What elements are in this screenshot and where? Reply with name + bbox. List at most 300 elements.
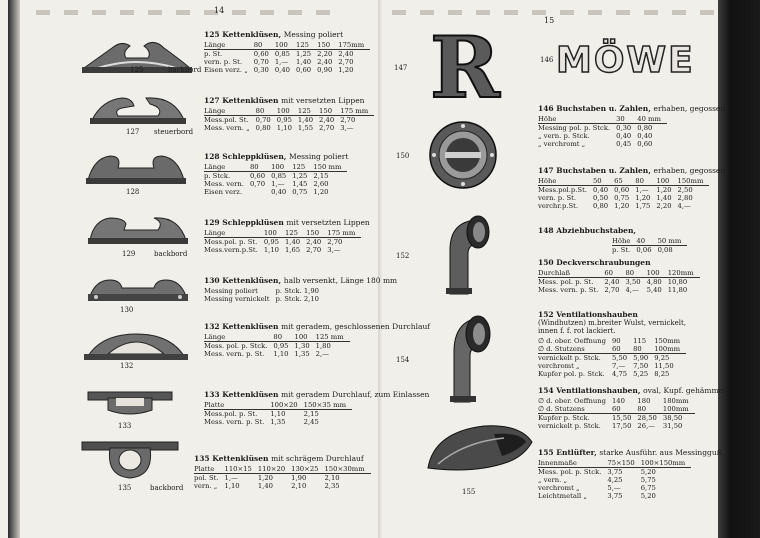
entry-title (204, 276, 397, 285)
entry-128 (204, 152, 348, 196)
table-cell: 100 (271, 163, 292, 172)
item-number: 129 (204, 218, 220, 227)
table-cell: 0,80 (592, 202, 609, 210)
entry-subtitle: oval, Kupf. gehämmert. (643, 386, 733, 395)
table-cell: 5,— (607, 484, 621, 492)
item-125-number: 125 (130, 66, 144, 74)
entry-subtitle: mit versetzten Lippen (286, 218, 370, 227)
table-cell: 2,— (315, 350, 329, 358)
table-cell: Mess. vern. p. St. (538, 286, 599, 294)
table-cell: 1,20 (614, 202, 630, 210)
entry-title (538, 104, 728, 113)
table-cell: 2,40 (306, 238, 322, 246)
ruler-mark (476, 10, 490, 15)
table-cell: verchromt „ (538, 484, 580, 492)
table-cell: 0,75 (292, 188, 308, 196)
table-cell: 4,80 (646, 278, 662, 286)
binding-shadow (8, 0, 20, 538)
item-129-side: backbord (154, 250, 188, 258)
table-cell: 5,20 (640, 492, 656, 500)
table-row (204, 418, 352, 426)
table-cell: 0,75 (614, 194, 630, 202)
table-row (538, 177, 709, 186)
table-row (538, 476, 691, 484)
num-146: 146 (540, 56, 554, 64)
entry-title (204, 322, 430, 331)
entry-title-text: Buchstaben u. Zahlen, (556, 166, 651, 175)
ventilator-152-illustration (436, 208, 492, 296)
ruler-mark (700, 10, 714, 15)
table-cell: 5,90 (633, 354, 649, 362)
table-cell: 125 (292, 163, 313, 172)
table-row (538, 370, 686, 378)
price-table (194, 465, 371, 490)
table-cell: Platte (204, 401, 270, 410)
table-cell: 125 (298, 107, 319, 116)
ventilator-155-illustration (424, 412, 536, 478)
table-cell: 180 (637, 397, 651, 405)
table-cell: 0,40 (592, 186, 609, 194)
table-cell: 2,15 (303, 410, 319, 418)
table-cell: 0,50 (592, 194, 609, 202)
table-cell: 2,40 (604, 278, 620, 286)
table-cell: 0,40 (637, 132, 653, 140)
item-133-number: 133 (118, 422, 132, 430)
table-cell: 50 mm (658, 237, 688, 246)
table-cell: 125 (285, 229, 306, 238)
table-cell: Länge (204, 229, 264, 238)
entry-title-text: Deckverschraubungen (556, 258, 651, 267)
entry-title (538, 386, 732, 395)
table-cell: Höhe (538, 177, 593, 186)
table-cell: 150×30mm (324, 465, 370, 474)
table-cell: 1,40 (297, 116, 314, 124)
table-cell: 0,06 (636, 246, 652, 254)
ruler-mark (672, 10, 686, 15)
price-table (204, 287, 325, 303)
page-number-left: 14 (214, 6, 225, 15)
table-cell: 0,70 (249, 180, 266, 188)
item-number: 127 (204, 96, 220, 105)
table-cell: Mess. vern. (204, 180, 244, 188)
table-cell: Länge (204, 333, 273, 342)
entry-129 (204, 218, 370, 254)
price-table (204, 333, 350, 358)
entry-130 (204, 276, 397, 303)
entry-title-text: Abziehbuchstaben, (556, 226, 637, 235)
item-number: 135 (194, 454, 210, 463)
table-cell: 100 (275, 41, 296, 50)
table-cell: verchr.p.St. (538, 202, 579, 210)
table-cell: 100×150mm (641, 459, 692, 468)
table-row (204, 163, 347, 172)
price-table (538, 459, 691, 500)
table-cell: 80 (273, 333, 294, 342)
entry-title (204, 218, 370, 227)
table-cell: 100mm (663, 405, 695, 414)
entry-title (204, 152, 348, 161)
table-cell: 60 (612, 405, 637, 414)
num-155: 155 (462, 488, 476, 496)
table-row (204, 58, 370, 66)
table-cell: Länge (204, 41, 254, 50)
table-row (538, 286, 700, 294)
table-cell: 2,40 (338, 50, 354, 58)
table-cell: 0,30 (253, 66, 269, 74)
fairlead-132-illustration (82, 330, 190, 362)
table-cell: 90 (611, 337, 621, 345)
table-cell: vernickelt p. Stck. (538, 354, 601, 362)
table-cell: Messing vernickelt (204, 295, 270, 303)
ruler-mark (392, 10, 406, 15)
table-cell: 0,30 (616, 124, 632, 132)
entry-title (204, 30, 370, 39)
item-number: 130 (204, 276, 220, 285)
table-row (538, 194, 709, 202)
table-row (204, 333, 350, 342)
table-cell: 2,70 (340, 116, 356, 124)
entry-125 (204, 30, 370, 74)
item-number: 146 (538, 104, 554, 113)
table-row (204, 350, 350, 358)
item-number: 155 (538, 448, 554, 457)
table-cell: 0,85 (271, 172, 287, 180)
table-row (538, 337, 686, 345)
ruler-mark (588, 10, 602, 15)
table-cell: Messing poliert (204, 287, 258, 295)
table-cell: Messing pol. p. Stck. (538, 124, 611, 132)
ruler-mark (644, 10, 658, 15)
item-number: 132 (204, 322, 220, 331)
ruler-mark (36, 10, 50, 15)
table-cell: 1,25 (296, 50, 312, 58)
price-table (538, 397, 695, 430)
table-cell: 17,50 (611, 422, 632, 430)
table-cell: p. Stck. 2,10 (275, 295, 319, 303)
table-row (204, 50, 370, 59)
table-cell: Platte (194, 465, 225, 474)
entry-subtitle: halb versenkt, Länge 180 mm (283, 276, 398, 285)
table-cell: Mess. vern. p. St. (204, 350, 265, 358)
entry-subtitle: Messing poliert (289, 152, 349, 161)
entry-147 (538, 166, 728, 210)
table-cell: 2,40 (319, 116, 335, 124)
ruler-mark (316, 10, 330, 15)
entry-title-text: Kettenklüsen, (222, 30, 282, 39)
table-cell: Mess.pol. p. St. (204, 410, 258, 418)
table-cell: 7,50 (633, 362, 649, 370)
item-127-number: 127 (126, 128, 140, 136)
table-cell: Mess. pol. p. Stck. (538, 468, 602, 476)
table-cell: Länge (204, 163, 250, 172)
table-cell: 0,70 (255, 116, 271, 124)
price-table (204, 229, 361, 254)
table-cell: verchromt „ (538, 362, 580, 370)
table-cell: 2,40 (317, 58, 333, 66)
table-row (538, 414, 695, 423)
table-cell: 3,75 (607, 468, 623, 476)
table-cell: Eisen verz. (204, 188, 243, 196)
table-cell: Mess.pol. St. (204, 116, 249, 124)
table-cell: 2,45 (303, 418, 319, 426)
table-cell: 120mm (668, 269, 700, 278)
item-128-number: 128 (126, 188, 140, 196)
table-cell: 0,60 (253, 50, 269, 58)
table-cell: ∅ d. Stutzens (538, 345, 612, 354)
table-cell: 1,20 (338, 66, 354, 74)
table-cell: 0,60 (249, 172, 266, 180)
table-cell: vern. „ (194, 482, 218, 490)
table-row (204, 188, 347, 196)
table-cell: 2,20 (317, 50, 333, 58)
table-row (538, 492, 691, 500)
table-cell: 1,— (635, 186, 649, 194)
table-cell: Eisen verz. „ (204, 66, 248, 74)
table-cell: 1,30 (294, 342, 310, 350)
table-cell: 0,90 (317, 66, 333, 74)
entry-subtitle: erhaben, gegossen. (653, 104, 728, 113)
item-number: 125 (204, 30, 220, 39)
table-cell: 0,45 (616, 140, 632, 148)
table-cell: 60 (604, 269, 625, 278)
entry-subtitle: starke Ausführ. aus Messingguß. (599, 448, 725, 457)
table-cell: 7,— (611, 362, 626, 370)
table-cell: 0,60 (637, 140, 653, 148)
table-cell: 1,20 (257, 474, 273, 482)
table-cell: 3,— (340, 124, 354, 132)
table-row (538, 269, 700, 278)
table-row (538, 115, 667, 124)
table-cell: 0,95 (263, 238, 279, 246)
fairlead-129-illustration (84, 210, 192, 246)
table-cell: 150 (317, 41, 338, 50)
table-row (538, 422, 695, 430)
table-cell: 175 mm (340, 107, 374, 116)
fairlead-130-illustration (86, 270, 190, 304)
table-row (194, 474, 371, 483)
table-cell: Kupfer pol. p. Stck. (538, 370, 605, 378)
table-cell: 1,20 (656, 186, 672, 194)
table-cell: 4,25 (607, 476, 623, 484)
table-row (194, 465, 371, 474)
table-cell: 2,70 (319, 124, 335, 132)
table-cell: 100 (656, 177, 677, 186)
table-cell: 80 (254, 41, 275, 50)
table-cell: 150 (319, 107, 340, 116)
table-cell: 1,10 (263, 246, 279, 254)
table-row (538, 140, 667, 148)
table-cell (250, 188, 271, 196)
table-cell: 75×150 (607, 459, 640, 468)
entry-title-text: Kettenklüsen, (222, 276, 282, 285)
table-cell: 40 mm (637, 115, 667, 124)
item-number: 128 (204, 152, 220, 161)
entry-title (204, 390, 429, 399)
table-cell: ∅ d. Stutzens (538, 405, 612, 414)
item-number: 154 (538, 386, 554, 395)
num-152: 152 (396, 252, 410, 260)
entry-title (194, 454, 371, 463)
item-number: 150 (538, 258, 554, 267)
item-number: 147 (538, 166, 554, 175)
table-row (204, 124, 374, 132)
table-cell: 2,70 (327, 238, 343, 246)
table-cell: Mess. vern. p. St. (204, 418, 265, 426)
entry-133 (204, 390, 429, 426)
table-cell: 100 (277, 107, 298, 116)
table-cell: 2,20 (656, 202, 672, 210)
table-cell: 1,40 (284, 238, 301, 246)
entry-title-text: Entlüfter, (556, 448, 597, 457)
table-cell: 4,75 (611, 370, 628, 378)
table-cell: Leichtmetall „ (538, 492, 587, 500)
table-cell: 80 (625, 269, 646, 278)
table-cell: Mess. pol. p. Stck. (204, 342, 268, 350)
price-table (204, 41, 370, 74)
entry-title-text: Ventilationshauben (556, 310, 638, 319)
table-row (538, 278, 700, 287)
table-cell: 150mm (654, 337, 681, 345)
table-cell: 110×20 (258, 465, 291, 474)
table-cell: 2,50 (677, 186, 693, 194)
table-cell: 31,50 (662, 422, 683, 430)
table-row (538, 405, 695, 414)
table-cell: 100×20 (270, 401, 303, 410)
ruler-mark (232, 10, 246, 15)
table-cell: 150 (306, 229, 327, 238)
entry-title (538, 226, 687, 235)
table-cell: 125 (296, 41, 317, 50)
entry-title (538, 258, 700, 267)
table-cell: vern. p. St. (538, 194, 577, 202)
table-cell: 175 mm (327, 229, 361, 238)
table-cell: Mess.pol. p. St. (204, 238, 258, 246)
table-cell: 1,55 (297, 124, 314, 132)
table-cell: 2,35 (324, 482, 340, 490)
table-cell: 5,25 (633, 370, 649, 378)
table-cell: 11,80 (667, 286, 688, 294)
table-cell: 3,— (327, 246, 341, 254)
table-cell: 3,50 (625, 278, 641, 286)
table-cell: Höhe (612, 237, 636, 246)
table-cell: 15,50 (611, 414, 632, 422)
table-cell: 26,— (637, 422, 656, 430)
table-cell: 10,80 (667, 278, 688, 286)
table-cell: 80 (637, 405, 662, 414)
entry-subtitle: mit geradem, geschlossenen Durchlauf (281, 322, 431, 331)
table-cell: 0,80 (637, 124, 653, 132)
table-cell: Länge (204, 107, 256, 116)
fairlead-135-illustration (80, 438, 180, 482)
word-mowe-sample: MÖWE (556, 40, 695, 81)
table-cell: 1,35 (270, 418, 286, 426)
table-cell: p. Stck. 1,90 (275, 287, 319, 295)
ruler-mark (92, 10, 106, 15)
item-130-number: 130 (120, 306, 134, 314)
table-cell: 5,40 (646, 286, 662, 294)
table-cell: 40 (636, 237, 657, 246)
table-cell: 0,40 (616, 132, 632, 140)
entry-150 (538, 258, 700, 294)
table-cell: 125 mm (316, 333, 350, 342)
item-135-side: backbord (150, 484, 184, 492)
table-cell: 1,10 (276, 124, 292, 132)
table-cell: 1,40 (656, 194, 672, 202)
price-table (538, 115, 667, 148)
table-row (204, 180, 347, 188)
table-cell: 38,50 (662, 414, 683, 422)
ruler-mark (288, 10, 302, 15)
table-cell: pol. St. (194, 474, 219, 482)
table-row (204, 401, 352, 410)
price-table (538, 337, 686, 378)
entry-155 (538, 448, 724, 500)
table-cell: 100 (647, 269, 668, 278)
table-cell: 0,85 (274, 50, 290, 58)
item-127-side: steuerbord (154, 128, 194, 136)
item-number: 152 (538, 310, 554, 319)
table-cell: 1,45 (292, 180, 308, 188)
table-row (204, 238, 361, 247)
entry-subtitle: mit geradem Durchlauf, zum Einlassen (281, 390, 430, 399)
table-cell: 11,50 (654, 362, 674, 370)
table-cell: 1,90 (291, 474, 307, 482)
entry-127 (204, 96, 374, 132)
table-cell: 1,35 (294, 350, 310, 358)
table-cell: 2,80 (677, 194, 693, 202)
table-cell: 5,75 (640, 476, 656, 484)
table-cell: 0,95 (276, 116, 292, 124)
entry-title-text: Schleppklüsen (222, 218, 284, 227)
table-cell: Mess. pol. p. St. (538, 278, 594, 286)
table-row (538, 484, 691, 492)
table-row (204, 116, 374, 125)
table-cell: 0,80 (255, 124, 271, 132)
table-row (538, 362, 686, 370)
table-cell: Höhe (538, 115, 616, 124)
ruler-mark (120, 10, 134, 15)
table-cell: 150×35 mm (304, 401, 352, 410)
entry-subtitle: erhaben, gegossen. (653, 166, 728, 175)
num-150: 150 (396, 152, 410, 160)
table-cell: 2,10 (324, 474, 340, 482)
table-cell: 1,10 (273, 350, 289, 358)
entry-title-text: Kettenklüsen (222, 390, 279, 399)
ruler-mark (616, 10, 630, 15)
ruler-mark (64, 10, 78, 15)
table-row (538, 345, 686, 354)
table-cell: 1,80 (315, 342, 331, 350)
price-table (204, 107, 374, 132)
table-cell: Mess.vern.p.St. (204, 246, 258, 254)
item-129-number: 129 (122, 250, 136, 258)
fairlead-128-illustration (82, 150, 190, 186)
letter-r-sample: R (430, 18, 500, 117)
num-147: 147 (394, 64, 408, 72)
table-cell: 1,75 (635, 202, 651, 210)
fairlead-127-illustration (84, 90, 192, 128)
table-cell: 8,25 (654, 370, 670, 378)
table-cell: 1,65 (284, 246, 301, 254)
table-cell: 2,60 (313, 180, 329, 188)
table-cell: „ vern. „ (538, 476, 568, 484)
table-row (204, 229, 361, 238)
table-cell: 0,70 (253, 58, 269, 66)
table-row (538, 397, 695, 405)
price-table (612, 237, 687, 254)
table-row (204, 342, 350, 351)
entry-title (538, 166, 728, 175)
